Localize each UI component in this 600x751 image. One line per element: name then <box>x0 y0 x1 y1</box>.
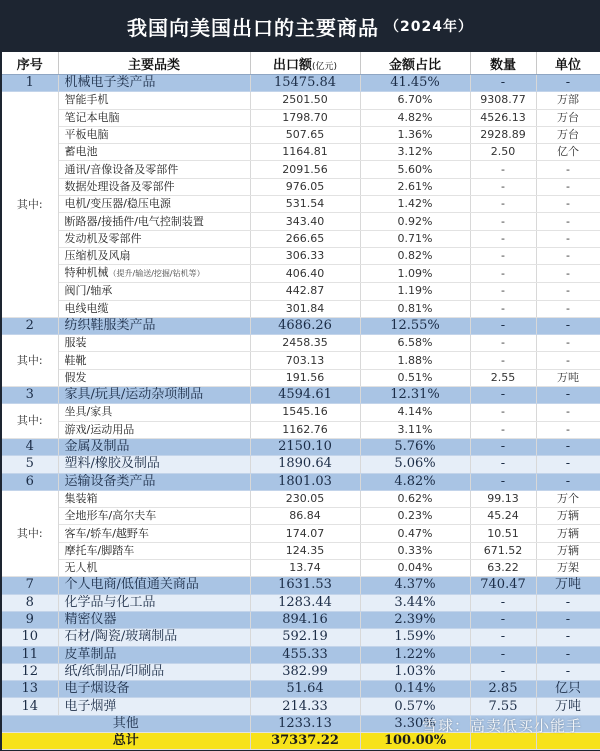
row-amount: 2091.56 <box>250 161 360 178</box>
row-amount: 406.40 <box>250 265 360 283</box>
header-amount <box>250 52 360 75</box>
title-year: （2024年） <box>385 19 473 35</box>
row-share: 12.55% <box>360 317 470 334</box>
row-unit: - <box>536 594 600 611</box>
qizhong-label: 其中: <box>2 490 58 576</box>
row-share: 0.14% <box>360 681 470 698</box>
row-index: 12 <box>2 663 58 680</box>
table-row-sub <box>2 404 600 421</box>
table-row-sub <box>2 369 600 386</box>
row-unit: - <box>536 75 600 92</box>
row-unit: - <box>536 213 600 230</box>
row-other-label: 其他 <box>2 715 250 732</box>
row-quantity: 2.55 <box>470 369 536 386</box>
row-quantity: 10.51 <box>470 525 536 542</box>
row-item: 鞋靴 <box>58 352 250 369</box>
row-amount: 1545.16 <box>250 404 360 421</box>
row-index: 5 <box>2 456 58 473</box>
row-unit: - <box>536 456 600 473</box>
row-share: 12.31% <box>360 387 470 404</box>
row-unit: 万辆 <box>536 508 600 525</box>
row-amount: 1631.53 <box>250 577 360 594</box>
row-quantity: 63.22 <box>470 560 536 577</box>
row-index: 7 <box>2 577 58 594</box>
row-quantity: - <box>470 161 536 178</box>
row-index: 4 <box>2 438 58 455</box>
row-index: 10 <box>2 629 58 646</box>
row-share: 41.45% <box>360 75 470 92</box>
row-category: 皮革制品 <box>58 646 250 663</box>
row-quantity: - <box>470 663 536 680</box>
row-quantity: - <box>470 438 536 455</box>
row-share: 0.92% <box>360 213 470 230</box>
row-item: 蓄电池 <box>58 144 250 161</box>
table-row-sub <box>2 283 600 300</box>
row-amount: 1801.03 <box>250 473 360 490</box>
row-share: 6.58% <box>360 335 470 352</box>
row-unit: - <box>536 283 600 300</box>
row-unit: - <box>536 317 600 334</box>
table-row-category <box>2 387 600 404</box>
row-unit: - <box>536 196 600 213</box>
table-row-sub <box>2 542 600 559</box>
row-quantity: - <box>470 387 536 404</box>
title-main: 我国向美国出口的主要商品 <box>127 15 380 40</box>
row-amount: 230.05 <box>250 490 360 507</box>
row-quantity: 45.24 <box>470 508 536 525</box>
row-amount: 4594.61 <box>250 387 360 404</box>
row-item: 阀门/轴承 <box>58 283 250 300</box>
table-row-category <box>2 663 600 680</box>
row-quantity: 2.85 <box>470 681 536 698</box>
row-item: 无人机 <box>58 560 250 577</box>
row-category: 机械电子类产品 <box>58 75 250 92</box>
row-quantity: - <box>470 421 536 438</box>
row-item: 全地形车/高尔夫车 <box>58 508 250 525</box>
row-share: 0.71% <box>360 230 470 247</box>
row-amount: 531.54 <box>250 196 360 213</box>
row-share: 100.00% <box>360 732 470 749</box>
row-item: 服装 <box>58 335 250 352</box>
row-share: 2.39% <box>360 611 470 628</box>
row-category: 纸/纸制品/印刷品 <box>58 663 250 680</box>
row-unit: 万部 <box>536 92 600 109</box>
table-row-sub <box>2 352 600 369</box>
row-item: 假发 <box>58 369 250 386</box>
row-amount: 343.40 <box>250 213 360 230</box>
table-row-category <box>2 317 600 334</box>
row-index: 1 <box>2 75 58 92</box>
row-unit: - <box>536 335 600 352</box>
row-index: 3 <box>2 387 58 404</box>
row-share: 3.12% <box>360 144 470 161</box>
row-amount: 1233.13 <box>250 715 360 732</box>
row-share: 5.76% <box>360 438 470 455</box>
row-unit: - <box>536 230 600 247</box>
row-amount: 382.99 <box>250 663 360 680</box>
table-row-sub <box>2 230 600 247</box>
row-quantity: 2928.89 <box>470 126 536 143</box>
row-amount: 442.87 <box>250 283 360 300</box>
row-category: 精密仪器 <box>58 611 250 628</box>
table-row-sub <box>2 421 600 438</box>
row-share: 6.70% <box>360 92 470 109</box>
row-amount: 37337.22 <box>250 732 360 749</box>
table-row-sub <box>2 126 600 143</box>
row-item: 坐具/家具 <box>58 404 250 421</box>
row-unit: 万个 <box>536 490 600 507</box>
row-unit: 万架 <box>536 560 600 577</box>
row-quantity: - <box>470 213 536 230</box>
header-quantity: 数量 <box>470 52 536 75</box>
row-share: 3.11% <box>360 421 470 438</box>
row-amount: 15475.84 <box>250 75 360 92</box>
header-amount-label: 出口额 <box>272 57 312 73</box>
row-item: 压缩机及风扇 <box>58 247 250 264</box>
table-row-category <box>2 577 600 594</box>
row-share: 1.36% <box>360 126 470 143</box>
row-quantity: - <box>470 178 536 195</box>
row-share: 2.61% <box>360 178 470 195</box>
row-unit: - <box>536 247 600 264</box>
row-unit: 万辆 <box>536 542 600 559</box>
row-unit: - <box>536 629 600 646</box>
row-share: 5.60% <box>360 161 470 178</box>
row-quantity: 2.50 <box>470 144 536 161</box>
row-amount: 455.33 <box>250 646 360 663</box>
row-quantity: 99.13 <box>470 490 536 507</box>
header-category: 主要品类 <box>58 52 250 75</box>
row-unit: - <box>536 178 600 195</box>
row-share: 0.33% <box>360 542 470 559</box>
row-share: 0.23% <box>360 508 470 525</box>
table-row-sub <box>2 508 600 525</box>
qizhong-label: 其中: <box>2 404 58 439</box>
table-row-sub <box>2 196 600 213</box>
watermark: 雪球：高卖低买小能手 <box>421 717 582 736</box>
table-row-sub <box>2 144 600 161</box>
row-category: 塑料/橡胶及制品 <box>58 456 250 473</box>
header-share: 金额占比 <box>360 52 470 75</box>
row-item: 笔记本电脑 <box>58 109 250 126</box>
row-index: 9 <box>2 611 58 628</box>
row-item: 集装箱 <box>58 490 250 507</box>
table-row-category <box>2 594 600 611</box>
row-share: 0.51% <box>360 369 470 386</box>
row-share: 4.82% <box>360 473 470 490</box>
row-item: 电机/变压器/稳压电源 <box>58 196 250 213</box>
row-total-label: 总计 <box>2 732 250 749</box>
row-unit: 亿只 <box>536 681 600 698</box>
row-quantity: - <box>470 230 536 247</box>
row-amount: 51.64 <box>250 681 360 698</box>
row-item: 游戏/运动用品 <box>58 421 250 438</box>
table-row-sub <box>2 525 600 542</box>
row-item: 通讯/音像设备及零部件 <box>58 161 250 178</box>
row-unit: - <box>536 265 600 283</box>
row-amount: 86.84 <box>250 508 360 525</box>
row-share: 0.04% <box>360 560 470 577</box>
row-unit: - <box>536 438 600 455</box>
row-amount: 4686.26 <box>250 317 360 334</box>
header-index: 序号 <box>2 52 58 75</box>
row-quantity: 9308.77 <box>470 92 536 109</box>
row-category: 纺织鞋服类产品 <box>58 317 250 334</box>
row-amount: 266.65 <box>250 230 360 247</box>
row-category: 运输设备类产品 <box>58 473 250 490</box>
row-amount: 301.84 <box>250 300 360 317</box>
row-quantity: - <box>470 611 536 628</box>
row-amount: 174.07 <box>250 525 360 542</box>
row-share: 1.19% <box>360 283 470 300</box>
table-row-category <box>2 75 600 92</box>
row-share: 0.82% <box>360 247 470 264</box>
row-share: 1.22% <box>360 646 470 663</box>
page-title <box>0 0 600 52</box>
table-row-category <box>2 473 600 490</box>
row-quantity: - <box>470 629 536 646</box>
row-quantity: - <box>470 265 536 283</box>
row-amount: 124.35 <box>250 542 360 559</box>
qizhong-label: 其中: <box>2 335 58 387</box>
row-share: 1.03% <box>360 663 470 680</box>
table-row-sub <box>2 335 600 352</box>
row-unit: - <box>536 404 600 421</box>
row-quantity: 740.47 <box>470 577 536 594</box>
row-category: 电子烟设备 <box>58 681 250 698</box>
row-share: 0.57% <box>360 698 470 715</box>
row-quantity: - <box>470 352 536 369</box>
row-item: 发动机及零部件 <box>58 230 250 247</box>
row-unit: 万台 <box>536 126 600 143</box>
row-amount: 1890.64 <box>250 456 360 473</box>
row-amount: 592.19 <box>250 629 360 646</box>
table-row-sub <box>2 161 600 178</box>
row-amount: 306.33 <box>250 247 360 264</box>
table-row-sub <box>2 560 600 577</box>
row-unit: 万吨 <box>536 369 600 386</box>
row-share: 0.47% <box>360 525 470 542</box>
row-category: 化学品与化工品 <box>58 594 250 611</box>
row-index: 2 <box>2 317 58 334</box>
row-quantity: - <box>470 283 536 300</box>
row-item-note: （提升/输送/挖掘/钻机等） <box>108 269 205 279</box>
row-category: 电子烟弹 <box>58 698 250 715</box>
row-item: 客车/轿车/越野车 <box>58 525 250 542</box>
row-share: 4.82% <box>360 109 470 126</box>
table-row-sub <box>2 92 600 109</box>
row-share: 0.62% <box>360 490 470 507</box>
row-amount: 1798.70 <box>250 109 360 126</box>
table-row-sub <box>2 178 600 195</box>
table-row-sub <box>2 490 600 507</box>
row-index: 11 <box>2 646 58 663</box>
row-unit: - <box>536 646 600 663</box>
row-category: 石材/陶瓷/玻璃制品 <box>58 629 250 646</box>
row-unit: - <box>536 352 600 369</box>
row-amount: 1162.76 <box>250 421 360 438</box>
row-quantity: 7.55 <box>470 698 536 715</box>
table-row-category <box>2 681 600 698</box>
row-unit: - <box>536 161 600 178</box>
row-amount: 13.74 <box>250 560 360 577</box>
row-index: 13 <box>2 681 58 698</box>
export-table-sheet <box>2 52 600 750</box>
table-row-category <box>2 646 600 663</box>
table-row-sub <box>2 213 600 230</box>
row-quantity: 4526.13 <box>470 109 536 126</box>
row-amount: 2458.35 <box>250 335 360 352</box>
row-quantity: - <box>470 317 536 334</box>
row-quantity: - <box>470 247 536 264</box>
header-amount-unit: (亿元) <box>311 61 338 72</box>
row-quantity: - <box>470 196 536 213</box>
table-header-row <box>2 52 600 75</box>
row-index: 8 <box>2 594 58 611</box>
row-index: 6 <box>2 473 58 490</box>
row-unit: 万辆 <box>536 525 600 542</box>
row-item: 摩托车/脚踏车 <box>58 542 250 559</box>
row-category: 金属及制品 <box>58 438 250 455</box>
row-share: 3.44% <box>360 594 470 611</box>
header-unit: 单位 <box>536 52 600 75</box>
row-amount: 1164.81 <box>250 144 360 161</box>
row-amount: 976.05 <box>250 178 360 195</box>
row-share: 3.30% <box>360 715 470 732</box>
row-quantity: - <box>470 456 536 473</box>
table-row-category <box>2 456 600 473</box>
row-unit: 万台 <box>536 109 600 126</box>
table-row-sub <box>2 247 600 264</box>
table-row-category <box>2 611 600 628</box>
row-unit: - <box>536 663 600 680</box>
export-table <box>2 52 600 750</box>
row-amount: 191.56 <box>250 369 360 386</box>
table-row-sub <box>2 265 600 283</box>
row-quantity: - <box>470 404 536 421</box>
row-amount: 894.16 <box>250 611 360 628</box>
row-quantity: - <box>470 473 536 490</box>
row-unit: - <box>536 421 600 438</box>
row-share: 1.09% <box>360 265 470 283</box>
row-unit: - <box>536 611 600 628</box>
row-quantity: - <box>470 335 536 352</box>
qizhong-label: 其中: <box>2 92 58 318</box>
row-quantity: - <box>470 594 536 611</box>
row-quantity: 671.52 <box>470 542 536 559</box>
row-unit: 万吨 <box>536 577 600 594</box>
row-share: 4.14% <box>360 404 470 421</box>
row-unit: - <box>536 300 600 317</box>
row-item-name: 特种机械 <box>64 266 109 280</box>
row-amount: 214.33 <box>250 698 360 715</box>
row-unit: 亿个 <box>536 144 600 161</box>
row-category: 个人电商/低值通关商品 <box>58 577 250 594</box>
row-item <box>58 265 250 283</box>
table-row-sub <box>2 300 600 317</box>
row-quantity: - <box>470 300 536 317</box>
row-item: 平板电脑 <box>58 126 250 143</box>
table-row-category <box>2 629 600 646</box>
table-row-category <box>2 438 600 455</box>
row-amount: 1283.44 <box>250 594 360 611</box>
row-item: 断路器/接插件/电气控制装置 <box>58 213 250 230</box>
row-amount: 2150.10 <box>250 438 360 455</box>
row-item: 智能手机 <box>58 92 250 109</box>
row-item: 数据处理设备及零部件 <box>58 178 250 195</box>
row-unit: - <box>536 473 600 490</box>
table-row-sub <box>2 109 600 126</box>
row-amount: 507.65 <box>250 126 360 143</box>
row-index: 14 <box>2 698 58 715</box>
row-share: 1.59% <box>360 629 470 646</box>
row-share: 0.81% <box>360 300 470 317</box>
row-item: 电线电缆 <box>58 300 250 317</box>
row-quantity: - <box>470 75 536 92</box>
row-share: 4.37% <box>360 577 470 594</box>
row-unit: 万吨 <box>536 698 600 715</box>
row-amount: 2501.50 <box>250 92 360 109</box>
row-share: 5.06% <box>360 456 470 473</box>
row-quantity: - <box>470 646 536 663</box>
row-unit: - <box>536 387 600 404</box>
row-share: 1.42% <box>360 196 470 213</box>
table-row-category <box>2 698 600 715</box>
row-amount: 703.13 <box>250 352 360 369</box>
row-category: 家具/玩具/运动杂项制品 <box>58 387 250 404</box>
row-share: 1.88% <box>360 352 470 369</box>
